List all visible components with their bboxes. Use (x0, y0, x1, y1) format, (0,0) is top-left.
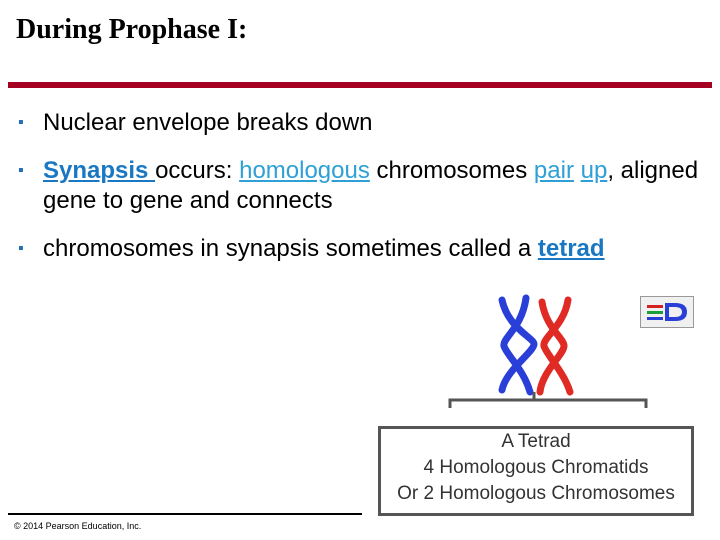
footer-divider (8, 513, 362, 515)
aligned-text: , aligned gene to gene and connects (43, 157, 699, 214)
label-chromatids: 4 Homologous Chromatids (423, 457, 649, 478)
bullet-square-icon: ▪ (18, 162, 24, 179)
up-link[interactable]: up (580, 157, 608, 184)
title-divider (8, 82, 712, 88)
blue-chromosome (502, 298, 534, 392)
bullet-text (18, 156, 708, 216)
bullet-text (18, 234, 718, 264)
tetrad-link[interactable]: tetrad (537, 235, 605, 262)
tetrad-bracket (450, 392, 646, 408)
homologous-link[interactable]: homologous (239, 157, 370, 184)
bullet-synapsis (18, 156, 708, 216)
copyright-text: © 2014 Pearson Education, Inc. (14, 521, 142, 531)
tetrad-intro-text: chromosomes in synapsis sometimes called a (43, 235, 538, 262)
pair-link[interactable]: pair (533, 157, 574, 184)
red-chromosome (540, 300, 570, 392)
bullet-tetrad (18, 234, 718, 264)
slide-title: During Prophase I: (16, 14, 248, 45)
tetrad-label-box (378, 426, 694, 516)
chromosomes-text: chromosomes (369, 157, 534, 184)
synapsis-link[interactable]: Synapsis (43, 157, 156, 184)
occurs-text: occurs: (155, 157, 240, 184)
bullet-square-icon: ▪ (18, 240, 24, 257)
bullet-square-icon: ▪ (18, 114, 24, 131)
bullet-text: Nuclear envelope breaks down (43, 109, 373, 136)
label-chromosomes: Or 2 Homologous Chromosomes (397, 483, 675, 504)
bullet-nuclear-envelope (18, 108, 708, 138)
label-a-tetrad: A Tetrad (501, 431, 571, 452)
